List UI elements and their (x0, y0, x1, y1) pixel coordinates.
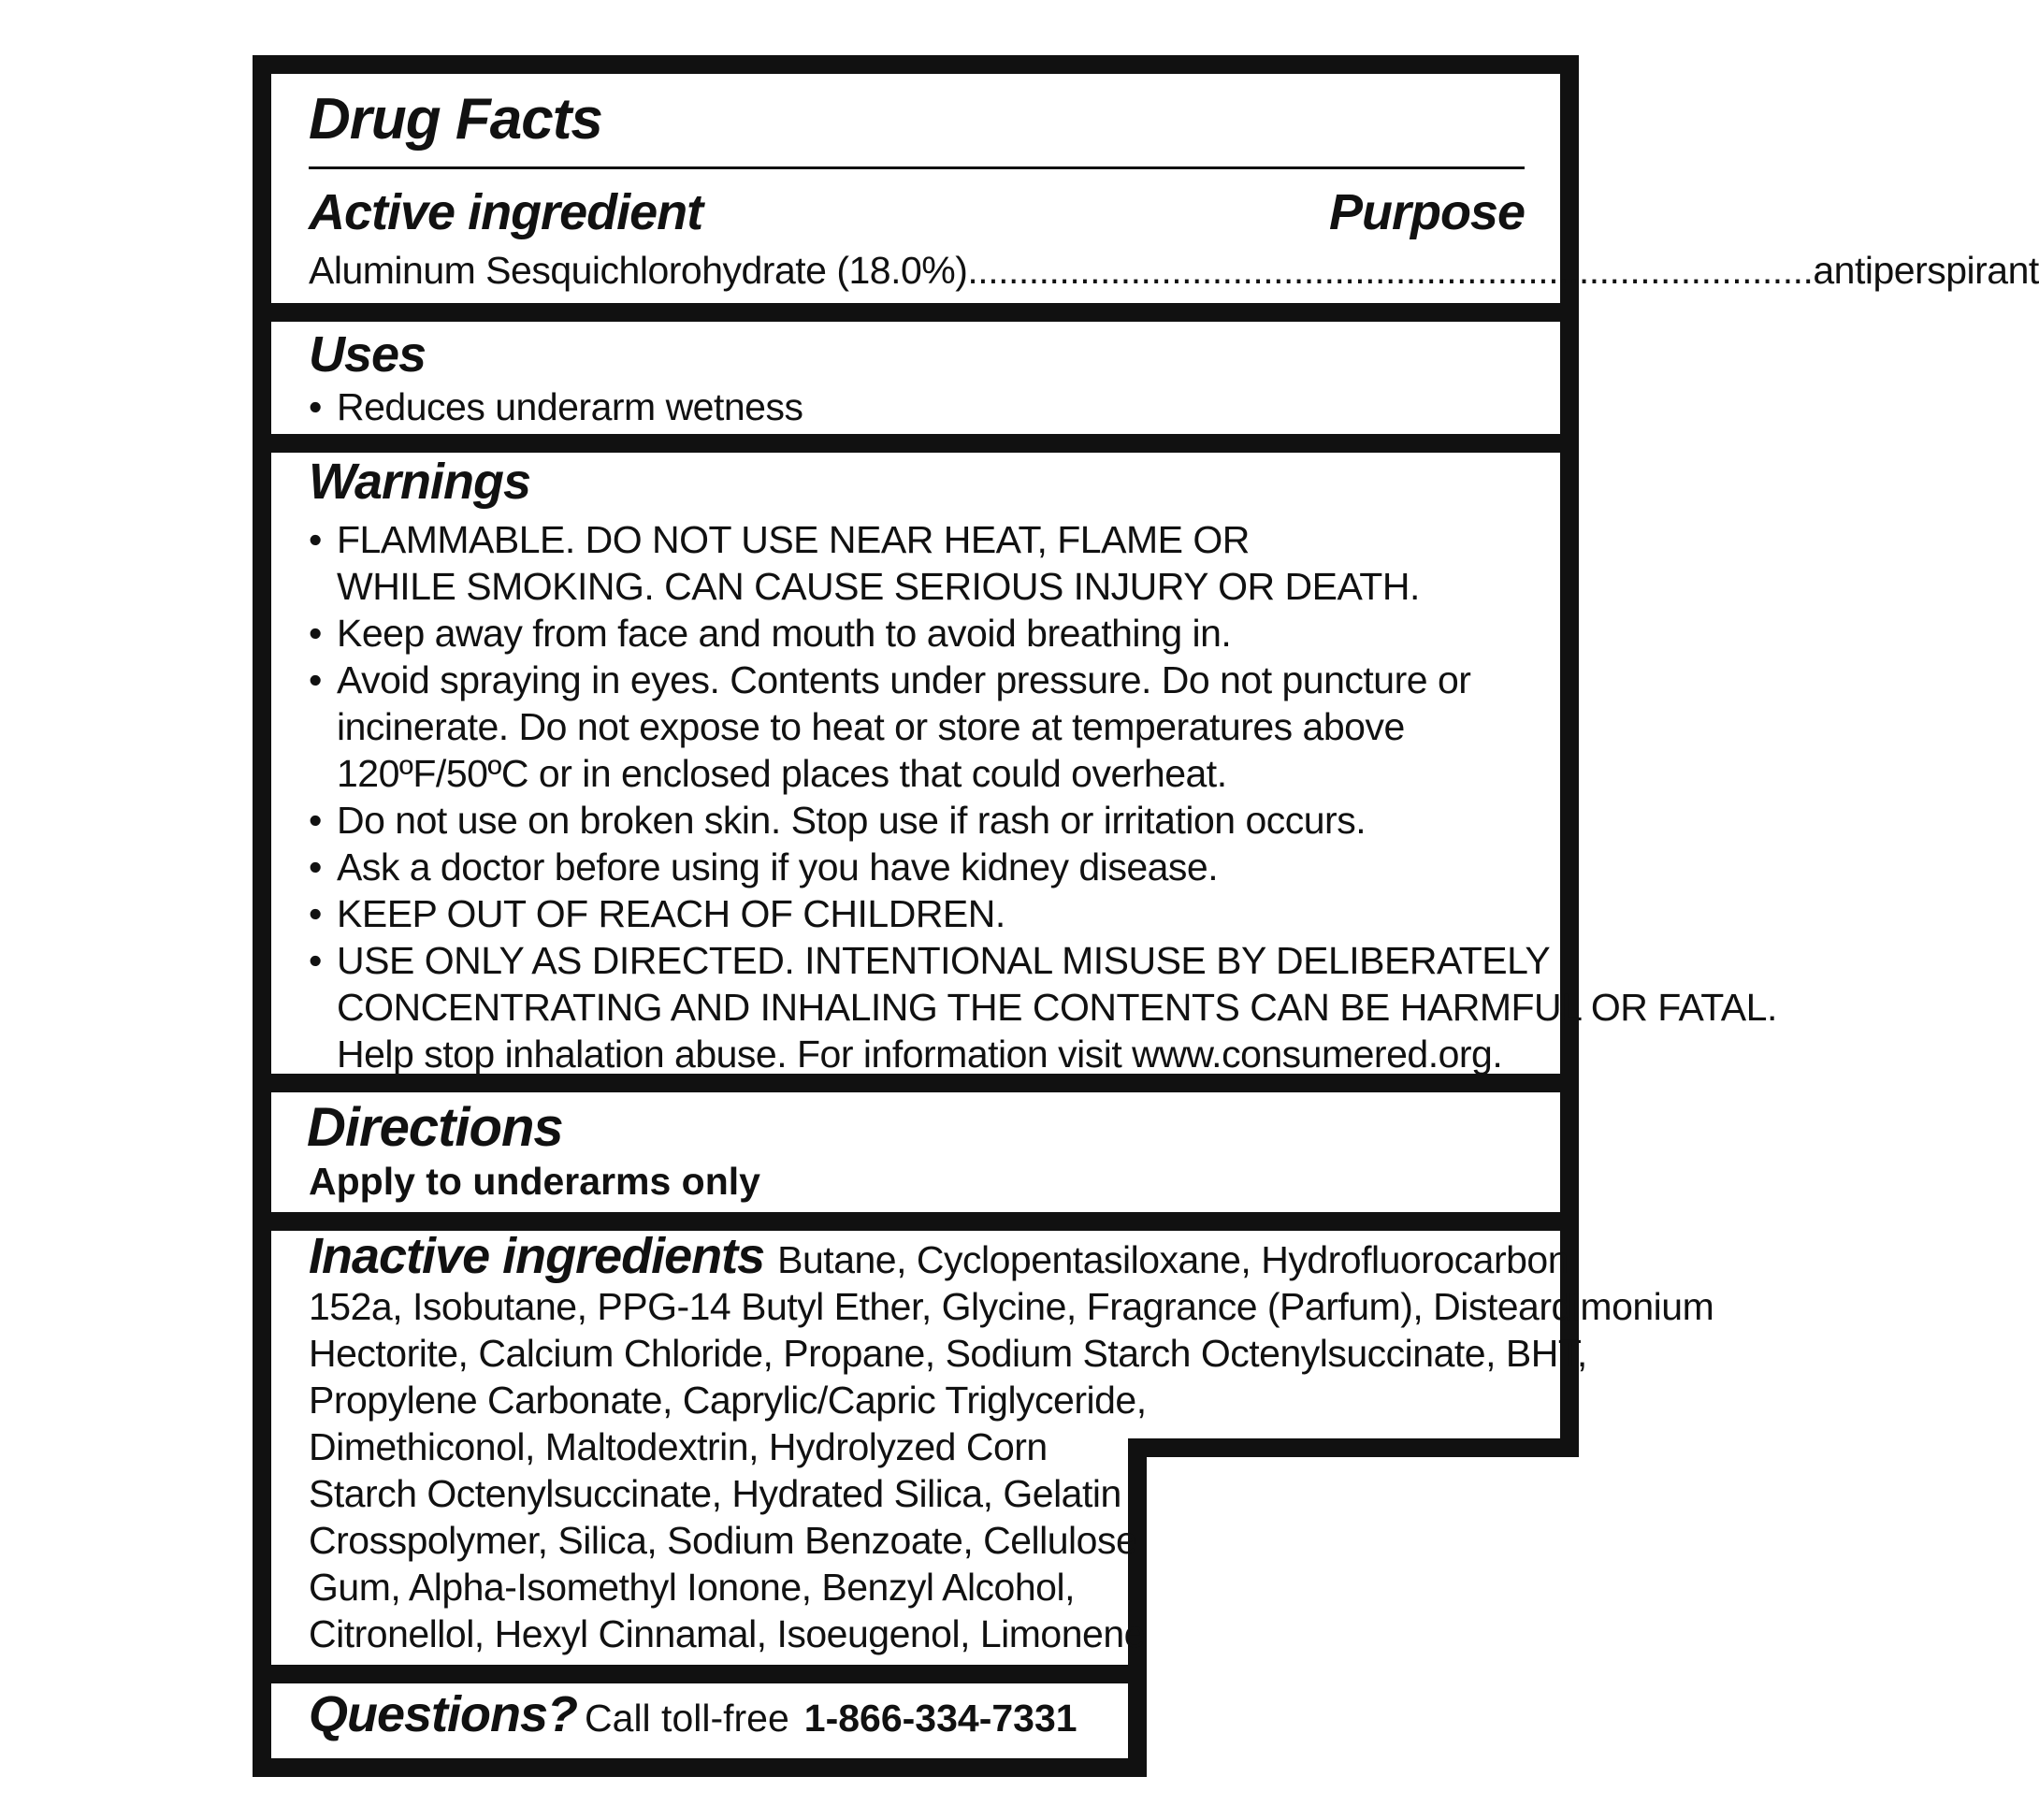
questions-heading: Questions? (309, 1686, 578, 1742)
inactive-line: Propylene Carbonate, Caprylic/Capric Triglyceride, (309, 1379, 1147, 1422)
directions-heading: Directions (307, 1097, 563, 1158)
warning-line: • Ask a doctor before using if you have kidney disease. (337, 845, 1219, 888)
warning-line: Help stop inhalation abuse. For information visit www.consumered.org. (337, 1033, 1503, 1076)
directions-section (309, 1096, 1525, 1208)
questions-line (309, 1685, 1077, 1743)
purpose-heading: Purpose (1328, 184, 1525, 240)
warning-line: • Avoid spraying in eyes. Contents under pressure. Do not puncture or (337, 658, 1471, 701)
list-item (309, 516, 1543, 610)
warning-line: • USE ONLY AS DIRECTED. INTENTIONAL MISUSE BY DELIBERATELY (337, 939, 1551, 982)
active-ingredient-name: Aluminum Sesquichlorohydrate (18.0%) (309, 249, 968, 292)
list-item: • Reduces underarm wetness (309, 383, 803, 430)
uses-section (309, 325, 1525, 430)
list-item (309, 657, 1543, 797)
uses-list (309, 383, 803, 430)
warnings-section (309, 453, 1777, 1076)
list-item (309, 844, 1543, 890)
list-item (309, 610, 1543, 657)
inactive-line: Butane, Cyclopentasiloxane, Hydrofluorocarbon (777, 1238, 1569, 1281)
call-toll-free-text: Call toll-free (585, 1697, 789, 1740)
warning-line: 120ºF/50ºC or in enclosed places that could overheat. (337, 752, 1227, 795)
inactive-line: Crosspolymer, Silica, Sodium Benzoate, Cellulose (309, 1519, 1137, 1562)
warning-line: • KEEP OUT OF REACH OF CHILDREN. (337, 892, 1005, 935)
phone-number: 1-866-334-7331 (803, 1697, 1077, 1740)
active-ingredient-heading: Active ingredient (309, 184, 703, 240)
inactive-line: Hectorite, Calcium Chloride, Propane, Sodium Starch Octenylsuccinate, BHT, (309, 1332, 1587, 1375)
warnings-list (309, 516, 1777, 1077)
inactive-line: Citronellol, Hexyl Cinnamal, Isoeugenol, Limonene (309, 1612, 1145, 1655)
warning-line: • FLAMMABLE. DO NOT USE NEAR HEAT, FLAME OR (337, 518, 1250, 561)
warnings-heading: Warnings (309, 454, 531, 510)
uses-heading: Uses (309, 326, 427, 383)
inactive-line: Gum, Alpha-Isomethyl Ionone, Benzyl Alcohol, (309, 1566, 1075, 1609)
dot-leader: ................................................................................... (967, 249, 1814, 292)
list-item (309, 890, 1543, 937)
warning-line: • Do not use on broken skin. Stop use if rash or irritation occurs. (337, 799, 1367, 842)
active-ingredient-section (309, 79, 2039, 303)
warning-line: CONCENTRATING AND INHALING THE CONTENTS CAN BE HARMFUL OR FATAL. (337, 986, 1777, 1029)
inactive-line: Starch Octenylsuccinate, Hydrated Silica, Gelatin (309, 1472, 1121, 1515)
inactive-ingredients-section (309, 1228, 1714, 1663)
drug-facts-title: Drug Facts (309, 87, 602, 152)
directions-text: Apply to underarms only (309, 1160, 760, 1203)
warning-line: • Keep away from face and mouth to avoid breathing in. (337, 612, 1232, 655)
warning-line: incinerate. Do not expose to heat or store at temperatures above (337, 705, 1405, 748)
title-divider (309, 166, 1525, 169)
questions-section (309, 1685, 1113, 1751)
inactive-ingredients-text (309, 1228, 1714, 1657)
warning-line: WHILE SMOKING. CAN CAUSE SERIOUS INJURY OR DEATH. (337, 565, 1420, 608)
inactive-line: 152a, Isobutane, PPG-14 Butyl Ether, Glycine, Fragrance (Parfum), Disteardimonium (309, 1285, 1714, 1328)
active-ingredient-row (309, 247, 2039, 294)
list-item (309, 797, 1543, 844)
inactive-first-line (309, 1228, 1714, 1284)
inactive-ingredients-heading: Inactive ingredients (309, 1228, 765, 1284)
active-ingredient-purpose: antiperspirant (1813, 249, 2039, 292)
list-item (309, 937, 1777, 1077)
inactive-line: Dimethiconol, Maltodextrin, Hydrolyzed Corn (309, 1425, 1048, 1468)
